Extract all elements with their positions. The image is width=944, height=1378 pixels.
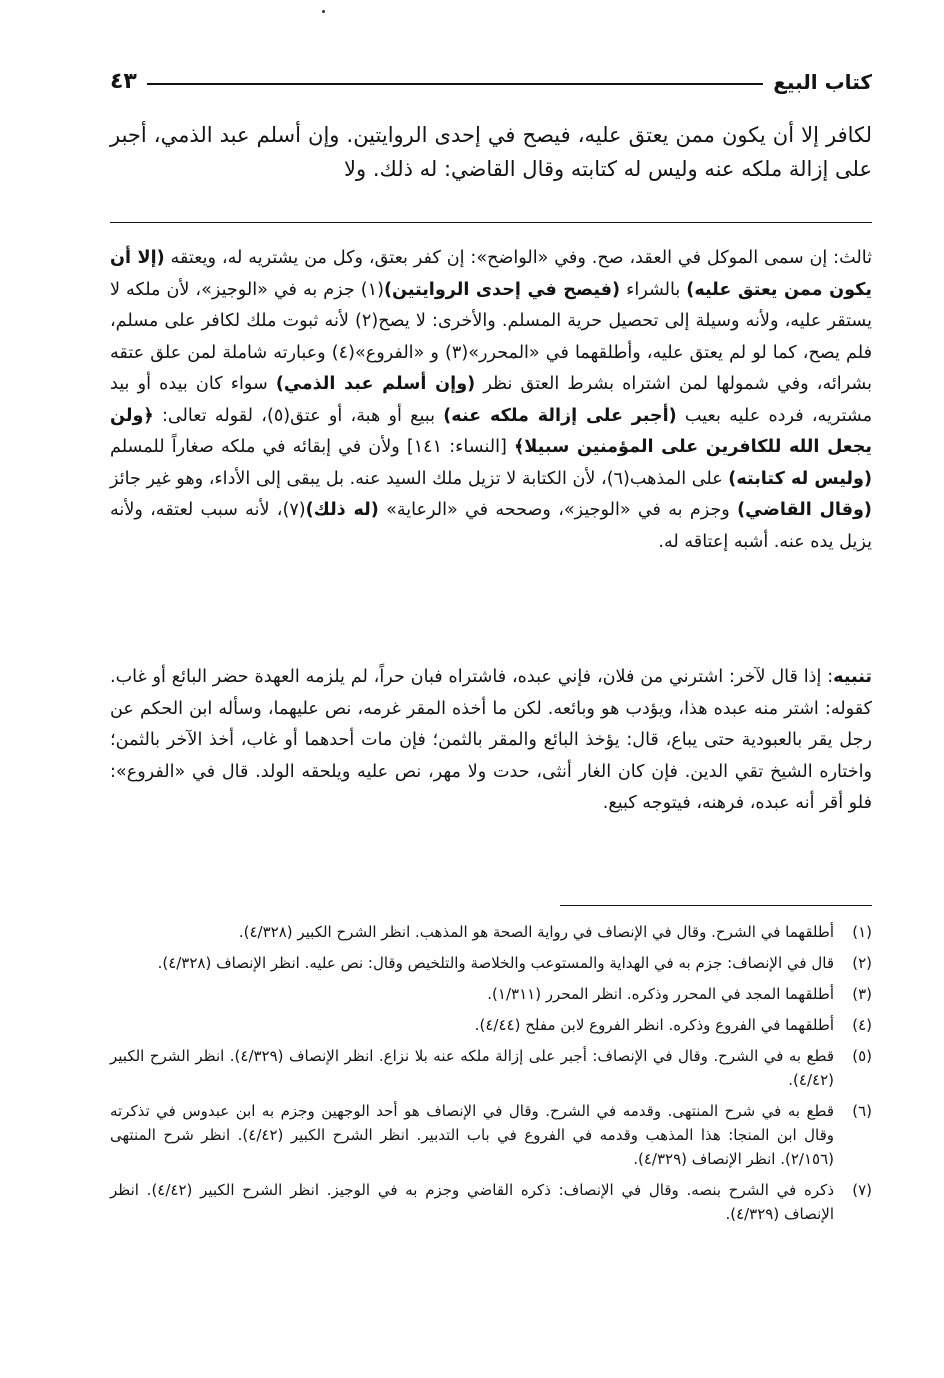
footnote-text: أطلقهما في الفروع وذكره. انظر الفروع لابن مفلح (٤/٤٤). [474, 1016, 834, 1034]
ink-speck [322, 10, 325, 13]
footnote-text: أطلقهما في الشرح. وقال في الإنصاف في رواية الصحة هو المذهب. انظر الشرح الكبير (٤/٣٢٨). [238, 923, 834, 941]
commentary-text: (١) جزم به في «الوجيز»، لأن ملكه لا يستقر عليه، ولأنه وسيلة إلى تحصيل حرية المسلم. والأخرى: لا يصح(٢) لأنه ثبوت ملك لكافر على مسلم، فلم يصح، كما لو لم يعتق عليه، وأطلقهما في «المحرر»(٣) و «الفروع»(٤) وعبارته شاملة لمن علق عتقه بشرائه، وفي شمولها لمن اشتراه بشرط العتق نظر [110, 279, 872, 394]
quoted-matn: (وقال القاضي) [737, 500, 872, 520]
quoted-matn: (فيصح في إحدى الروايتين) [383, 279, 621, 300]
note-label: تنبيه [833, 667, 872, 687]
footnote-number: (٤) [852, 1016, 872, 1034]
commentary-text: على المذهب(٦)، لأن الكتابة لا تزيل ملك السيد عنه. بل يبقى إلى الأداء، وهو غير جائز [110, 468, 729, 489]
quran-verse: ﴿ولن يجعل الله للكافرين على المؤمنين سبيلا﴾ [110, 405, 872, 457]
footnote-text: قطع به في الشرح. وقال في الإنصاف: أجبر على إزالة ملكه عنه بلا نزاع. انظر الإنصاف (٤/٣٢٩). انظر الشرح الكبير (٤/٤٢). [110, 1047, 834, 1089]
footnote-text: قال في الإنصاف: جزم به في الهداية والمستوعب والخلاصة والتلخيص وقال: نص عليه. انظر الإنصاف (٤/٣٢٨). [157, 954, 834, 972]
footnote [110, 951, 872, 975]
quoted-matn: (وليس له كتابته) [728, 468, 872, 489]
footnote [110, 1099, 872, 1171]
footnote-text: ذكره في الشرح بنصه. وقال في الإنصاف: ذكره القاضي وجزم به في الوجيز. انظر الشرح الكبير (٤/٤٢). انظر الإنصاف (٤/٣٢٩). [110, 1181, 834, 1223]
commentary-text: [النساء: ١٤١] ولأن في إبقائه في ملكه صغاراً للمسلم [110, 437, 514, 457]
commentary-text: ببيع أو هبة، أو عتق(٥)، لقوله تعالى: [153, 405, 444, 426]
quoted-matn: (أجبر على إزالة ملكه عنه) [443, 405, 677, 426]
footnote-text: أطلقهما المجد في المحرر وذكره. انظر المحرر (١/٣١١). [487, 985, 834, 1003]
commentary-text: ثالث: إن سمى الموكل في العقد، صح. وفي «الواضح»: إن كفر بعتق، وكل من يشتريه له، ويعتقه [164, 248, 872, 268]
running-header [110, 58, 872, 94]
commentary-paragraph-1 [110, 243, 872, 558]
quoted-matn: (له ذلك) [305, 500, 379, 520]
text-separator [110, 222, 872, 223]
commentary-text: (٧)، لأنه سبب لعتقه، ولأنه يزيل يده عنه. أشبه إعتاقه له. [110, 500, 872, 552]
quoted-matn: (وإن أسلم عبد الذمي) [275, 374, 476, 394]
commentary-text: وجزم به في «الوجيز»، وصححه في «الرعاية» [378, 500, 738, 520]
footnote [110, 982, 872, 1006]
header-rule [147, 83, 763, 85]
footnote [110, 1178, 872, 1226]
main-text: لكافر إلا أن يكون ممن يعتق عليه، فيصح في إحدى الروايتين. وإن أسلم عبد الذمي، أجبر على إزالة ملكه عنه وليس له كتابته وقال القاضي: له ذلك. ولا [110, 123, 872, 181]
commentary-paragraph-2 [110, 662, 872, 820]
footnote-number: (٢) [852, 954, 872, 972]
book-title: كتاب البيع [773, 70, 872, 94]
quoted-matn: (إلا أن يكون ممن يعتق عليه) [110, 248, 872, 300]
footnote-number: (٣) [852, 985, 872, 1003]
footnote-number: (٥) [852, 1047, 872, 1065]
footnote-number: (١) [852, 923, 872, 941]
footnote [110, 1013, 872, 1037]
footnote-number: (٦) [852, 1102, 872, 1120]
commentary-text: بالشراء [620, 279, 687, 300]
footnote-number: (٧) [852, 1181, 872, 1199]
page-number: ٤٣ [110, 69, 137, 94]
footnote-text: قطع به في شرح المنتهى. وقدمه في الشرح. وقال في الإنصاف هو أحد الوجهين وجزم به ابن عبدوس في تذكرته وقال ابن المنجا: هذا المذهب وقدمه في الفروع في باب التدبير. انظر الشرح الكبير (٤/٤٢). انظر شرح المنتهى (٢/١٥٦). انظر الإنصاف (٤/٣٢٩). [110, 1102, 834, 1168]
footnote-rule [560, 905, 872, 906]
footnote [110, 1044, 872, 1092]
footnotes [110, 920, 872, 1233]
note-text: : إذا قال لآخر: اشترني من فلان، فإني عبده، فاشتراه فبان حراً، لم يلزمه العهدة حضر البائع أو غاب. كقوله: اشتر منه عبده هذا، ويؤدب هو وبائعه. لكن ما أخذه المقر غرمه، نص عليهما، وسأله ابن الحكم عن رجل يقر بالعبودية حتى يباع، قال: يؤخذ البائع والمقر بالثمن؛ فإن مات أحدهما أو غاب، أخذ الآخر بالثمن؛ واختاره الشيخ تقي الدين. فإن كان الغار أنثى، حدت ولا مهر، نص عليه ويلحقه الولد. قال في «الفروع»: فلو أقر أنه عبده، فرهنه، فيتوجه كبيع. [110, 667, 872, 813]
footnote [110, 920, 872, 944]
commentary-text: سواء كان بيده أو بيد مشتريه، فرده عليه بعيب [110, 374, 873, 426]
